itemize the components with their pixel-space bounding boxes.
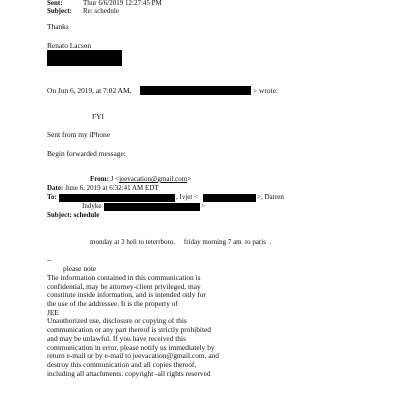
forwarded-subject-row: [47, 211, 99, 220]
subject-value: Re: schedule: [83, 7, 119, 15]
redaction-block: [104, 203, 200, 211]
sent-value: Thur 6/6/2019 12:27:45 PM: [83, 0, 162, 7]
from-email-link[interactable]: jeevacation@gmail.com: [119, 175, 188, 183]
redaction-block: [47, 50, 122, 66]
subject-label: Subject:: [47, 7, 72, 15]
thanks-text: Thanks: [47, 22, 69, 31]
quote-prefix: On Jun 6, 2019, at 7:02 AM,: [47, 86, 132, 95]
disclaimer-line: The information contained in this communication is: [47, 273, 201, 282]
disclaimer-line: communication or any part thereof is strictly prohibited: [47, 325, 211, 335]
disclaimer-line: constitute inside information, and is intended only for: [47, 290, 206, 300]
forwarded-to-label: [47, 193, 57, 202]
quote-suffix: > wrote:: [253, 86, 278, 95]
to-mid: , Ivjet <: [176, 193, 199, 201]
disclaimer-line: JEE: [47, 307, 59, 317]
to-line2: Indyke: [82, 202, 102, 210]
fwd-subject-label: Subject:: [47, 211, 72, 219]
disclaimer-line: and may be unlawful. If you have received this: [47, 333, 186, 343]
disclaimer-line: including all attachments. copyright -all rights reserved: [47, 368, 211, 378]
disclaimer-line: the use of the addressee. It is the property of: [47, 299, 178, 309]
sent-from-text: Sent from my iPhone: [47, 130, 111, 139]
disclaimer-block: [47, 274, 297, 378]
subject-row: [47, 7, 119, 16]
forwarded-date-row: [47, 184, 159, 193]
date-label: Date:: [47, 184, 64, 192]
to-end: >, Darren: [257, 193, 284, 201]
disclaimer-line: Unauthorized use, disclosure or copying of this: [47, 316, 187, 326]
signature-dashes: --: [47, 256, 52, 264]
from-email-end: >: [187, 175, 192, 183]
from-label: From:: [90, 175, 109, 183]
quote-line: [47, 86, 131, 96]
begin-forwarded-text: Begin forwarded message:: [47, 149, 126, 158]
disclaimer-line: communication in error, please notify us immediately by: [47, 342, 215, 352]
forwarded-from-row: [90, 175, 191, 184]
disclaimer-line: confidential, may be attorney-client privileged, may: [47, 281, 201, 291]
date-value: June 6, 2019 at 6:32:41 AM EDT: [65, 184, 159, 192]
please-note-text: please note: [63, 264, 97, 273]
sent-label: Sent:: [47, 0, 63, 7]
redaction-block: [203, 194, 256, 202]
disclaimer-line: destroy this communication and all copies thereof,: [47, 359, 197, 369]
fyi-text: FYI: [92, 112, 104, 121]
disclaimer-line: return e-mail or by e-mail to jeevacation@gmail.com, and: [47, 351, 220, 361]
fwd-subject-value: schedule: [73, 211, 100, 219]
redaction-block: [140, 86, 251, 95]
to-line2-end: >: [201, 202, 205, 210]
forwarded-message: monday at 3 heli to teterrboro. friday morning 7 am to paris .: [90, 238, 272, 246]
to-label: To:: [47, 193, 57, 201]
sender-name: Renato Lacson: [47, 41, 92, 50]
redaction-block: [59, 194, 175, 202]
from-name: J <: [110, 175, 120, 183]
